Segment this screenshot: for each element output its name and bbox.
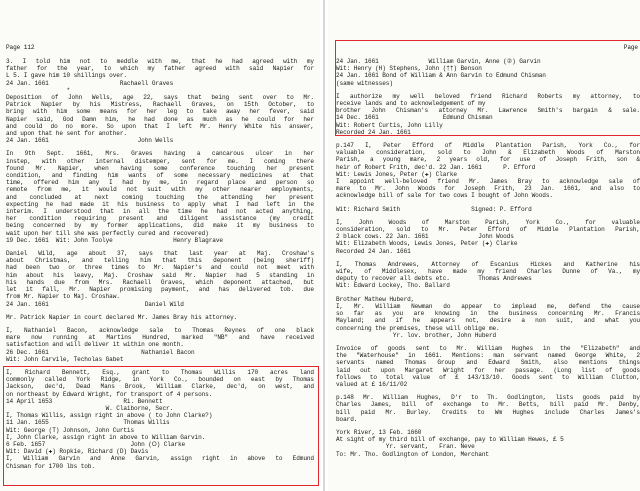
text-line: Wit: George (T) Johnson, John Curtis	[6, 426, 135, 434]
record-entry	[336, 142, 640, 200]
text-line: 3. I told him not to meddle with me, that he had agreed with my	[6, 58, 314, 65]
text-line: board.	[336, 415, 358, 423]
text-line: L 5. I gave him 10 shillings over.	[6, 72, 127, 80]
text-line: p.147 I, Peter Efford of Middle Plantation Parish, York Co., for	[336, 142, 640, 150]
text-line: bring with him some means for her leg to take away her fever, said	[6, 108, 314, 116]
text-line: Chisman for 1700 lbs tob.	[6, 462, 95, 470]
text-line: I authorize my well beloved friend Richard Roberts my attorney, to	[336, 92, 640, 100]
text-line: Wit: Robert Curtis, John Lilly	[336, 121, 443, 129]
text-line: servants named Thomas Group and Edward Smith, also mentions things	[336, 359, 640, 367]
text-line: on northeast by Edward Wright, for transport of 4 persons.	[6, 390, 213, 398]
text-line: Wit: John Carvile, Techolas Gabet	[6, 355, 124, 363]
text-line: Wit: Richard Smith Signed: P. Efford	[336, 205, 532, 213]
text-line: his hands due from Mrs. Rachaell Graves, which deponent attached, but	[6, 278, 314, 286]
record-entry	[336, 206, 640, 213]
text-line: I, Richard Bennett, Esq., grant to Thomas Willis 170 acres land	[6, 368, 314, 376]
text-line: Wit: Elizabeth Woods, Lewis Jones, Peter (✚) Clarke	[336, 240, 518, 248]
book-spine	[323, 0, 325, 491]
text-line: 6 Feb. 1657 John (⭘) Clarke	[6, 440, 186, 448]
text-line: follows to total value of £ 143/13/10. Goods sent to William Clutton,	[336, 373, 640, 381]
text-line: I, Mr. William Newman do appear to implead me, defend the cause	[336, 302, 640, 310]
left-page-body	[6, 58, 314, 470]
text-line: let it fall, Mr. Napier promising payment, and has delivered tob. due	[6, 286, 314, 294]
text-line: I, Nathaniel Bacon, acknowledge sale to Thomas Reynes of one black	[6, 326, 314, 334]
text-line: 24 Jan. 1661 Rachaell Graves	[6, 79, 174, 87]
text-line: interim. I understood that in all the time he had not acted anything,	[6, 208, 314, 216]
text-line: Brother Mathew Huberd,	[336, 295, 415, 303]
text-line: 24 Jan. 1661 Bond of William & Ann Garvin to Edmund Chisman	[336, 72, 546, 80]
text-line: him about his leavy, Maj. Croshaw said Mr. Napier had 5 standing in	[6, 271, 314, 279]
text-line: Recorded 24 Jan. 1661	[336, 247, 411, 255]
text-line: In 9th Sept. 1661, Mrs. Graves having a cancarous ulcer in her	[6, 150, 314, 158]
record-entry	[6, 369, 314, 470]
text-line: Jackson, dec'd, Dead Mans Brook, William Clarke, dec'd, on west, and	[6, 383, 314, 391]
text-line: Yr. servant, Fran. Neve	[336, 443, 475, 451]
text-line: Wit: Lewis Jones, Peter (✚) Clarke	[336, 170, 457, 178]
text-line: Mayland; and if he appears not, desire a non suit, and what you	[336, 317, 640, 325]
text-line: I, John Clarke, assign right in above to William Garvin.	[6, 433, 206, 441]
text-line: 26 Dec. 1661 Nathaniel Bacon	[6, 348, 195, 356]
text-line: wife, of Middlesex, have made my friend Charles Dunne of Va., my	[336, 268, 640, 276]
text-line: Wit: David (✚) Ropkie, Richard (D) Davis	[6, 448, 149, 456]
text-line: valued at £ 16/11/02	[336, 380, 408, 388]
text-line: had been two or three times to Mr. Napier's and could not meet with	[6, 264, 314, 272]
record-entry	[336, 394, 640, 423]
text-line: consideration, sold to Mr. Peter Efford of Middle Plantation Parish,	[336, 226, 640, 234]
record-entry	[336, 345, 640, 388]
text-line: Recorded 24 Jan. 1661	[336, 128, 411, 136]
text-line: Parish, a young mare, 2 years old, for use of Joseph Frith, son &	[336, 156, 640, 164]
text-line: valuable consideration, sold to John & Elizabeth Woods of Marston	[336, 149, 640, 157]
text-line: being concerned by my former applications, did make it my business to	[6, 222, 314, 230]
text-line: Charles James, bill of exchange to Mr. Betts, bill paid Mr. Denby,	[336, 401, 640, 409]
record-entry	[336, 93, 640, 136]
text-line: Invoice of goods sent to Mr. William Hughes in the "Elizabeth" and	[336, 344, 640, 352]
record-entry	[336, 58, 640, 87]
text-line: brother John Chisman's attorney Mr. Lawrence Smith's bargain & sale.	[336, 107, 640, 115]
text-line: W. Claiborne, Secr.	[6, 404, 174, 412]
text-line: deputy to recover all debts etc. Thomas Andrewes	[336, 275, 532, 283]
text-line: Yr. lov. brother, John Huberd	[336, 331, 497, 339]
text-line: To: Mr. Tho. Godlington of London, Merchant	[336, 450, 489, 458]
text-line: 24 Jan. 1661 Daniel Wild	[6, 300, 184, 308]
text-line: Napier said, God Damn him, he had done as much as he could for her	[6, 115, 314, 123]
text-line: Patrick Napier by his Mistress, Rachaell Graves, on 15th October, to	[6, 101, 314, 109]
text-line: (same witnesses)	[336, 79, 393, 87]
text-line: from Mr. Napier to Maj. Croshaw.	[6, 293, 120, 301]
text-line: mare now running at Martins Hundred, marked "NB" and have received	[6, 334, 314, 342]
text-line: York River, 13 Feb. 1660	[336, 428, 422, 436]
text-line: Mr. Patrick Napier in court declared Mr. James Bray his attorney.	[6, 313, 238, 321]
record-entry	[336, 296, 640, 339]
text-line: satisfaction and will deliver it within one month.	[6, 341, 184, 349]
text-line: and could do no more. So upon that I left Mr. Henry White his answer,	[6, 122, 314, 130]
text-line: father for the year, to which my father agreed with said Napier for	[6, 65, 314, 73]
text-line: her condition requiring present and diligent assistance (my credit	[6, 215, 314, 223]
text-line: bill paid Mr. Burley. Credits to Wm Hughes include Charles James's	[336, 408, 640, 416]
text-line: found Mr. Napier, when having some conference touching her present	[6, 164, 314, 172]
text-line: *	[6, 86, 71, 94]
text-line: laid out upon Margaret Wright for her passage. (Long list of goods	[336, 366, 640, 374]
text-line: I, Thomas Willis, assign right in above ( to John Clarke?)	[6, 412, 213, 420]
text-line: 19 Dec. 1661 Wit: John Toolye Henry Blagrave	[6, 236, 223, 244]
text-line: I, William Garvin and Anne Garvin, assign right in above to Edmund	[6, 455, 314, 463]
text-line: I, Thomas Andrewes, Attorney of Escanius Hickes and Katherine his	[336, 260, 640, 268]
text-line: so far as you are knowing in the business concerning Mr. Francis	[336, 310, 640, 318]
text-line: p.148 Mr. William Hughes, D'r to Th. Godlington, lists goods paid by	[336, 394, 640, 402]
text-line: 24 Jan. 1661 John Wells	[6, 137, 174, 145]
text-line: commonly called York Ridge, in York Co., bounded on east by Thomas	[6, 376, 314, 384]
text-line: time, offered him any I had by me, in regard place and person so	[6, 179, 314, 187]
text-line: At sight of my third bill of exchange, pay to William Hewes, £ 5	[336, 436, 564, 444]
text-line: the "Waterhouse" in 1661. Mentions: man servant named George White, 2	[336, 352, 640, 360]
record-entry	[6, 58, 314, 144]
text-line: about Christmas, and telling him that this deponent (being sheriff)	[6, 257, 314, 265]
text-line: and upon that he sent for another.	[6, 130, 127, 138]
text-line: 14 Dec. 1661 Edmund Chisman	[336, 114, 493, 122]
text-line: acknowledge bill of sale for two cows I bought of John Woods.	[336, 192, 553, 200]
record-entry	[336, 261, 640, 290]
record-entry	[336, 429, 640, 458]
text-line: expecting he had made it his business to apply what I had left in the	[6, 200, 314, 208]
text-line: Daniel Wild, age about 37, says that last year at Maj. Croshaw's	[6, 250, 314, 258]
text-line: I appoint well-beloved friend Mr. James Bray to acknowledge sale of	[336, 178, 640, 186]
text-line: 11 Jan. 1655 Thomas Willis	[6, 419, 170, 427]
text-line: 24 Jan. 1661 William Garvin, Anne (②) Garvin	[336, 58, 541, 65]
text-line: instep, with other internal distemper, sent for me. I coming there	[6, 157, 314, 165]
record-entry	[6, 250, 314, 308]
text-line: condition, and finding him wants of some necessary medicines at that	[6, 172, 314, 180]
text-line: receive lands and to acknowledgement of my	[336, 100, 486, 108]
record-entry	[6, 314, 314, 321]
text-line: 14 April 1653 Ri. Bennett	[6, 397, 163, 405]
text-line: 2 black cows. 22 Jan. 1661 John Woods	[336, 233, 514, 241]
text-line: Deposition of John Wells, age 22, says that being sent over to Mr.	[6, 94, 314, 102]
right-page-header: Page	[623, 44, 638, 51]
text-line: I, John Woods of Marston Parish, York Co., for valuable	[336, 218, 640, 226]
right-page	[328, 0, 640, 491]
left-page-header: Page 112	[6, 44, 35, 51]
text-line: Wit: Edward Lockey, Tho. Ballard	[336, 282, 450, 290]
text-line: concerning the premises, these will oblige me.	[336, 324, 500, 332]
text-line: remote from me, it would not suit with my other nearer employments,	[6, 186, 314, 194]
record-entry	[6, 327, 314, 363]
text-line: mare to Mr. John Woods for Joseph Frith, 23 Jan. 1661, and also to	[336, 185, 640, 193]
record-entry	[336, 219, 640, 255]
text-line: Wit: Henry (H) Stephens, John (††) Benson	[336, 65, 482, 73]
record-entry	[6, 150, 314, 244]
text-line: heir of Robert Frith, dec'd. 22 Jan. 1661 P. Efford	[336, 163, 536, 171]
text-line: wait upon her till she was perfectly cured and recovered)	[6, 229, 209, 237]
right-page-body	[336, 58, 640, 458]
text-line: and concluded at next coming touching the attending her present	[6, 193, 314, 201]
